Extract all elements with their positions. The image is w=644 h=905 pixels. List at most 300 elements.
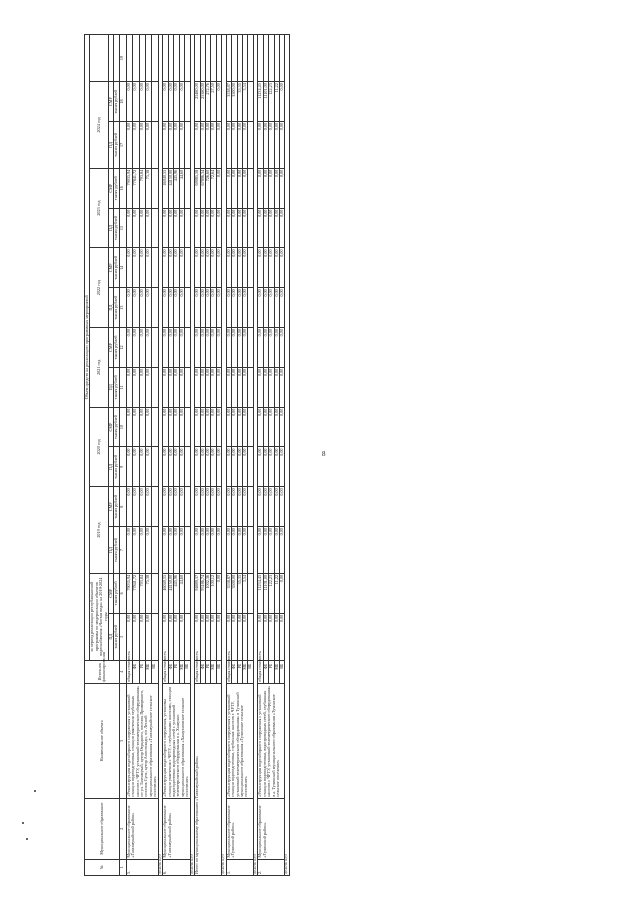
value-cell: 0,00	[163, 248, 168, 288]
municipality-cell: Муниципальное образование «Тахтамукайский район»	[163, 798, 190, 859]
value-cell: 44150,00	[168, 573, 173, 613]
value-cell: 0,00	[200, 367, 205, 407]
value-cell: 0,00	[232, 248, 237, 288]
source-cell: общая стоимость	[162, 651, 168, 682]
column-index-cell: 17	[119, 121, 126, 168]
value-cell: 0,00	[258, 208, 263, 248]
value-cell: 0,00	[243, 328, 248, 368]
value-cell: 0,00	[237, 613, 242, 660]
column-index-cell: 8	[119, 487, 126, 527]
value-cell: 0,00	[139, 208, 145, 248]
value-cell: 0,00	[163, 367, 168, 407]
budget-table-container	[84, 34, 644, 876]
value-cell: 0,00	[139, 248, 145, 288]
value-cell: 0,00	[258, 527, 263, 574]
value-cell: 0,00	[232, 121, 237, 168]
value-cell: 0,00	[163, 613, 168, 660]
value-cell: 0,00	[200, 613, 205, 660]
value-cell: 0,00	[206, 208, 211, 248]
value-cell: 0,00	[211, 288, 216, 328]
value-cell: 0,00	[145, 367, 151, 407]
value-cell: 272,76	[206, 82, 211, 122]
value-cell: 0,00	[139, 447, 145, 487]
value-cell: 0,00	[226, 487, 231, 527]
value-cell: 0,00	[232, 367, 237, 407]
value-cell: 0,00	[274, 248, 279, 288]
unit-header: тысяч рублей	[114, 613, 119, 660]
value-cell: 0,00	[163, 527, 168, 574]
value-cell: 0,00	[243, 527, 248, 574]
column-index-cell: 12	[119, 328, 126, 368]
value-cell: 0,00	[226, 168, 231, 208]
value-cell: 0,00	[269, 487, 274, 527]
value-cell: 0,00	[206, 447, 211, 487]
value-cell: 0,00	[216, 168, 221, 208]
value-cell: 793,84	[139, 573, 145, 613]
value-cell: 0,00	[133, 487, 139, 527]
value-cell: 0,00	[274, 288, 279, 328]
object-cell: «Реконструкция водозаборного сооружения с установкой станции водоподготовки, водопроводных сетей, глубинных насосов с ЧРТУ, установкой телеметрического оборудования» в а. Тучинский муниципального образования «Тучинское сельское поселение»	[258, 683, 285, 798]
value-cell: 0,00	[258, 367, 263, 407]
value-cell: 0,00	[139, 328, 145, 368]
value-cell: 0,00	[216, 573, 221, 613]
value-cell: 0,00	[263, 288, 268, 328]
value-cell: 0,00	[174, 328, 179, 368]
value-cell: 0,00	[258, 487, 263, 527]
value-cell: 0,00	[139, 527, 145, 574]
value-cell: 0,00	[126, 367, 132, 407]
value-cell: 100,12	[211, 573, 216, 613]
pd-header: ПД	[109, 121, 114, 168]
source-cell: МБ	[145, 660, 151, 683]
object-cell: «Реконструкция водозаборного сооружения, установка станции умягчения с ЧРТУ, с глубинными насосами, станции водоподготовки водопроводных сетей с установкой телеметрического оборудования в а. Хашухно муниципального образования «Хашухновское сельское поселение»	[163, 683, 190, 798]
value-cell: 0,00	[258, 328, 263, 368]
value-cell: 0,00	[126, 288, 132, 328]
value-cell: 0,00	[163, 328, 168, 368]
value-cell: 0,00	[226, 527, 231, 574]
year-2024-header: 2024 год	[90, 82, 109, 169]
value-cell: 0,00	[206, 367, 211, 407]
value-cell: 0,00	[200, 208, 205, 248]
value-cell: 0,00	[226, 208, 231, 248]
value-cell: 0,00	[163, 82, 168, 122]
value-cell: 0,00	[280, 248, 285, 288]
value-cell: 0,00	[126, 447, 132, 487]
value-cell: 0,00	[237, 407, 242, 447]
col-no-header: №	[85, 859, 120, 875]
value-cell: 0,00	[274, 613, 279, 660]
source-cell: общая стоимость	[194, 651, 200, 682]
value-cell: 11,22	[274, 82, 279, 122]
value-cell: 0,00	[206, 613, 211, 660]
pd-header: ПД	[109, 527, 114, 574]
value-cell: 0,00	[243, 367, 248, 407]
source-cell: ВБ	[152, 660, 158, 683]
scan-speck	[26, 838, 28, 840]
value-cell: 0,00	[232, 328, 237, 368]
value-cell: 0,00	[274, 121, 279, 168]
value-cell: 0,00	[163, 407, 168, 447]
value-cell: 0,00	[206, 121, 211, 168]
value-cell: 0,00	[133, 82, 139, 122]
object-cell: «Реконструкция водозаборного сооружения с установкой станции водоподготовки, глубинных насосов с ЧРТУ, установкой телеметрического оборудования» в Тучинский муниципального образования «Тучинское сельское поселение»	[226, 683, 253, 798]
value-cell: 0,00	[145, 328, 151, 368]
unit-header: тысяч рублей	[114, 288, 119, 328]
value-cell: 445,96	[174, 573, 179, 613]
value-cell: 0,00	[133, 447, 139, 487]
value-cell: 0,00	[195, 248, 200, 288]
value-cell: 0,00	[133, 613, 139, 660]
smr-header: СМР	[109, 487, 114, 527]
value-cell: 0,00	[200, 407, 205, 447]
col-source-header: Источник финансирования	[85, 660, 120, 683]
municipality-cell: Муниципальное образование «Тучинский район»	[226, 798, 253, 859]
column-index-cell: 7	[119, 527, 126, 574]
source-cell: ФБ	[263, 660, 268, 683]
value-cell: 0,00	[145, 527, 151, 574]
value-cell: 0,00	[263, 208, 268, 248]
value-cell: 0,00	[126, 82, 132, 122]
value-cell: 0,00	[263, 248, 268, 288]
value-cell: 0,00	[226, 613, 231, 660]
smr-header: СМР	[109, 328, 114, 368]
column-index-cell: 18	[119, 82, 126, 122]
pd-header: ПД	[109, 367, 114, 407]
value-cell: 0,00	[200, 288, 205, 328]
col-municipality-header: Муниципальное образование	[85, 798, 120, 859]
value-cell: 0,00	[226, 407, 231, 447]
value-cell: 77841,72	[133, 168, 139, 208]
value-cell: 0,00	[200, 121, 205, 168]
value-cell: 0,00	[145, 487, 151, 527]
value-cell: 0,00	[200, 447, 205, 487]
value-cell: 75,38	[145, 573, 151, 613]
value-cell: 0,00	[280, 407, 285, 447]
column-index-cell: 1	[119, 859, 126, 875]
value-cell: 0,00	[163, 121, 168, 168]
value-cell: 0,00	[243, 407, 248, 447]
value-cell: 0,00	[269, 328, 274, 368]
value-cell: 0,00	[263, 328, 268, 368]
value-cell: 0,00	[179, 248, 184, 288]
value-cell: 0,00	[163, 208, 168, 248]
value-cell: 3500,00	[232, 573, 237, 613]
value-cell: 0,00	[258, 248, 263, 288]
column-index-cell: 10	[119, 407, 126, 447]
value-cell: 0,00	[232, 208, 237, 248]
value-cell: 0,00	[179, 487, 184, 527]
value-cell: 0,00	[274, 367, 279, 407]
value-cell: 0,00	[263, 121, 268, 168]
value-cell: 0,00	[216, 82, 221, 122]
value-cell: 0,00	[133, 367, 139, 407]
value-cell: 0,00	[280, 613, 285, 660]
value-cell: 0,00	[174, 487, 179, 527]
value-cell: 0,00	[211, 367, 216, 407]
value-cell: 0,00	[226, 447, 231, 487]
value-cell: 0,00	[243, 208, 248, 248]
value-cell: 0,00	[126, 121, 132, 168]
unit-header: тысяч рублей	[114, 121, 119, 168]
value-cell: 25480,00	[195, 82, 200, 122]
value-cell: 0,00	[232, 487, 237, 527]
value-cell: 0,00	[280, 168, 285, 208]
value-cell: 0,00	[139, 288, 145, 328]
value-cell: 0,00	[168, 527, 173, 574]
unit-header: тысяч рублей	[114, 328, 119, 368]
unit-header: тысяч рублей	[114, 208, 119, 248]
value-cell: 0,00	[206, 407, 211, 447]
value-cell: 0,00	[211, 248, 216, 288]
value-cell: 67896,34	[200, 168, 205, 208]
row-number: 5.	[126, 859, 158, 875]
value-cell: 0,00	[258, 613, 263, 660]
value-cell: 0,00	[269, 367, 274, 407]
value-cell: 0,00	[243, 613, 248, 660]
value-cell: 0,00	[280, 208, 285, 248]
object-cell: «Реконструкция водозаборного сооружения с установкой станции водоподготовки, станции умягчения глубинных насосов с ЧРТУ, установкой телеметрического оборудования» по ул. Тахтамукай, хутор Отрадного, поселок Приморского, поселок Супс, хутор Апостолиди, п/о Лесной муниципального образования «Тахтамукайское сельское поселение»	[126, 683, 158, 798]
value-cell: 0,00	[237, 328, 242, 368]
value-cell: 0,00	[126, 407, 132, 447]
source-cell: ФБ	[168, 660, 173, 683]
column-index-cell: 3	[119, 683, 126, 798]
value-cell: 0,00	[263, 367, 268, 407]
value-cell: 0,00	[195, 121, 200, 168]
value-cell: 0,00	[216, 487, 221, 527]
value-cell: 11,22	[274, 573, 279, 613]
year-2021-header: 2021 год	[90, 328, 109, 408]
value-cell: 0,00	[133, 527, 139, 574]
value-cell: 0,00	[280, 82, 285, 122]
value-cell: 0,00	[269, 527, 274, 574]
value-cell: 0,00	[243, 447, 248, 487]
value-cell: 0,00	[237, 527, 242, 574]
value-cell: 44,60	[179, 168, 184, 208]
column-index-cell: 13	[119, 288, 126, 328]
value-cell: 0,00	[243, 168, 248, 208]
source-cell: РБ	[206, 660, 211, 683]
value-cell: 0,00	[174, 407, 179, 447]
value-cell: 0,00	[179, 447, 184, 487]
value-cell: 94889,37	[195, 573, 200, 613]
value-cell: 0,00	[263, 447, 268, 487]
pd-header: ПД	[109, 447, 114, 487]
value-cell: 0,00	[211, 487, 216, 527]
value-cell: 0,00	[145, 613, 151, 660]
value-cell: 3,54	[243, 573, 248, 613]
value-cell: 0,00	[195, 328, 200, 368]
value-cell: 0,00	[174, 288, 179, 328]
value-cell: 0,00	[232, 613, 237, 660]
value-cell: 0,00	[258, 407, 263, 447]
value-cell: 0,00	[179, 527, 184, 574]
value-cell: 11234,45	[258, 82, 263, 122]
value-cell: 0,00	[211, 208, 216, 248]
value-cell: 35,35	[237, 82, 242, 122]
value-cell: 0,00	[133, 208, 139, 248]
value-cell: 0,00	[258, 288, 263, 328]
source-cell: общая стоимость	[257, 651, 263, 682]
value-cell: 0,00	[168, 288, 173, 328]
smr-header: СМР	[109, 82, 114, 122]
value-cell: 0,00	[280, 447, 285, 487]
value-cell: 0,00	[174, 447, 179, 487]
value-cell: 0,00	[133, 248, 139, 288]
year-2019-header: 2019 год	[90, 487, 109, 574]
period-header: за период реализации республиканской программы по модернизации объектов водоснабжения «Чистая вода» на 2019-2024 годы	[90, 573, 109, 660]
value-cell: 0,00	[163, 447, 168, 487]
value-cell: 0,00	[139, 82, 145, 122]
value-cell: 0,00	[174, 82, 179, 122]
value-cell: 0,00	[200, 527, 205, 574]
value-cell: 3,54	[243, 82, 248, 122]
pd-header: ПД	[109, 613, 114, 660]
value-cell: 0,00	[206, 487, 211, 527]
value-cell: 0,00	[126, 208, 132, 248]
value-cell: 0,00	[226, 121, 231, 168]
budget-table	[84, 34, 290, 876]
value-cell: 0,00	[168, 328, 173, 368]
value-cell: 0,00	[174, 121, 179, 168]
column-index-cell: 14	[119, 248, 126, 288]
value-cell: 0,00	[232, 447, 237, 487]
value-cell: 0,00	[280, 527, 285, 574]
value-cell: 3538,87	[226, 573, 231, 613]
value-cell: 0,00	[174, 208, 179, 248]
value-cell: 0,00	[232, 168, 237, 208]
value-cell: 0,00	[269, 288, 274, 328]
source-cell: МБ	[211, 660, 216, 683]
value-cell: 0,00	[280, 367, 285, 407]
source-cell: ВБ	[185, 660, 191, 683]
value-cell: 0,00	[145, 121, 151, 168]
source-cell: РБ	[139, 660, 145, 683]
value-cell: 79035,94	[126, 573, 132, 613]
value-cell: 0,00	[200, 248, 205, 288]
value-cell: 0,00	[174, 248, 179, 288]
value-cell: 0,00	[168, 208, 173, 248]
value-cell: 0,00	[195, 447, 200, 487]
value-cell: 0,00	[139, 613, 145, 660]
value-cell: 0,00	[206, 248, 211, 288]
source-cell: МБ	[274, 660, 279, 683]
value-cell: 0,00	[179, 613, 184, 660]
value-cell: 11101,00	[263, 82, 268, 122]
row-number: 2.	[258, 859, 285, 875]
value-cell: 0,00	[195, 288, 200, 328]
value-cell: 0,00	[126, 527, 132, 574]
value-cell: 0,00	[237, 168, 242, 208]
source-cell: МБ	[179, 660, 184, 683]
value-cell: 0,00	[243, 487, 248, 527]
value-cell: 0,00	[133, 288, 139, 328]
value-cell: 0,00	[163, 288, 168, 328]
value-cell: 0,00	[179, 82, 184, 122]
value-cell: 0,00	[237, 288, 242, 328]
value-cell: 44,60	[179, 573, 184, 613]
value-cell: 0,00	[243, 121, 248, 168]
source-cell: ВБ	[248, 660, 253, 683]
value-cell: 69085,58	[195, 168, 200, 208]
value-cell: 0,00	[269, 447, 274, 487]
value-cell: 0,00	[211, 447, 216, 487]
value-cell: 0,00	[237, 487, 242, 527]
value-cell: 0,00	[263, 407, 268, 447]
value-cell: 3500,00	[232, 82, 237, 122]
column-index-cell: 16	[119, 168, 126, 208]
value-cell: 0,00	[133, 121, 139, 168]
value-cell: 0,00	[133, 328, 139, 368]
value-cell: 0,00	[216, 447, 221, 487]
source-cell: общая стоимость	[225, 651, 231, 682]
value-cell: 0,00	[269, 168, 274, 208]
value-cell: 0,00	[174, 527, 179, 574]
value-cell: 0,00	[237, 208, 242, 248]
year-2022-header: 2022 год	[90, 248, 109, 328]
value-cell: 0,00	[174, 367, 179, 407]
value-cell: 0,00	[179, 328, 184, 368]
source-cell: РБ	[269, 660, 274, 683]
column-index-cell: 11	[119, 367, 126, 407]
scan-speck	[34, 790, 36, 792]
value-cell: 0,00	[168, 248, 173, 288]
value-cell: 0,00	[168, 447, 173, 487]
column-index-cell: 5	[119, 613, 126, 660]
value-cell: 0,00	[179, 121, 184, 168]
value-cell: 0,00	[145, 82, 151, 122]
value-cell: 11234,45	[258, 573, 263, 613]
value-cell: 0,00	[226, 288, 231, 328]
unit-header: тысяч рублей	[114, 447, 119, 487]
value-cell: 0,00	[211, 121, 216, 168]
value-cell: 79035,94	[126, 168, 132, 208]
column-index-cell: 19	[119, 35, 126, 82]
value-cell: 0,00	[216, 208, 221, 248]
rotated-document	[84, 34, 644, 876]
value-cell: 0,00	[269, 208, 274, 248]
value-cell: 0,00	[216, 121, 221, 168]
value-cell: 0,00	[195, 487, 200, 527]
value-cell: 122,23	[269, 573, 274, 613]
unit-header: тысяч рублей	[114, 487, 119, 527]
value-cell: 72,64	[211, 168, 216, 208]
value-cell: 726,60	[206, 168, 211, 208]
smr-header: СМР	[109, 573, 114, 613]
value-cell: 0,00	[237, 121, 242, 168]
value-cell: 46040,55	[163, 573, 168, 613]
filler-header	[90, 35, 109, 82]
value-cell: 0,00	[200, 328, 205, 368]
value-cell: 1002,36	[206, 573, 211, 613]
column-index-cell: 4	[119, 660, 126, 683]
value-cell: 0,00	[168, 82, 173, 122]
unit-header: тысяч рублей	[114, 82, 119, 122]
column-index-cell: 15	[119, 208, 126, 248]
value-cell: 3538,87	[226, 82, 231, 122]
value-cell: 0,00	[139, 367, 145, 407]
value-cell: 0,00	[168, 487, 173, 527]
value-cell: 0,00	[216, 367, 221, 407]
value-cell: 0,00	[206, 288, 211, 328]
value-cell: 0,00	[274, 328, 279, 368]
value-cell: 0,00	[274, 407, 279, 447]
unit-header: тысяч рублей	[114, 367, 119, 407]
value-cell: 0,00	[237, 248, 242, 288]
value-cell: 0,00	[237, 367, 242, 407]
value-cell: 0,00	[280, 573, 285, 613]
value-cell: 0,00	[258, 121, 263, 168]
value-cell: 0,00	[168, 613, 173, 660]
